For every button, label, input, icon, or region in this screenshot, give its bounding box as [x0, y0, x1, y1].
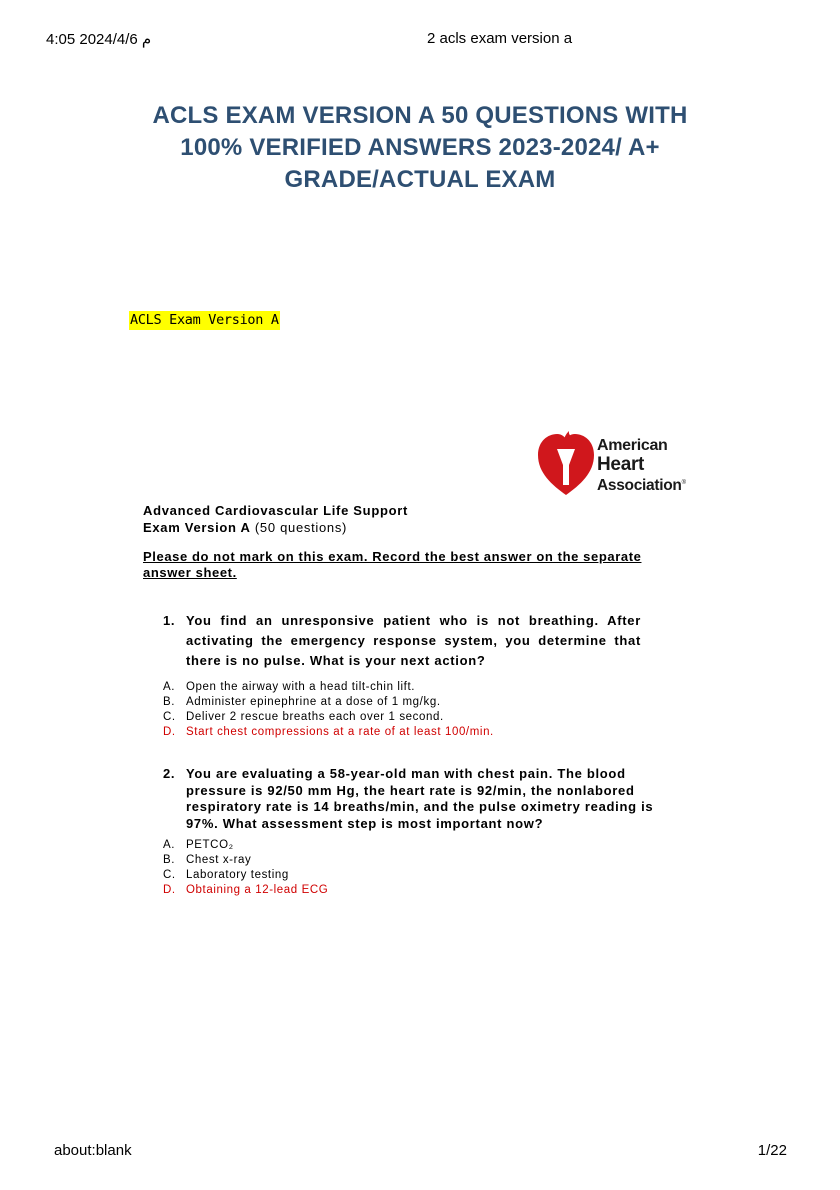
page-number: 1/22 — [757, 1142, 787, 1159]
option-letter: B. — [163, 854, 176, 866]
print-datetime: 4:05 2024/4/6 م — [46, 31, 152, 48]
answer-option — [163, 680, 683, 695]
option-text: PETCO₂ — [186, 839, 234, 851]
aha-logo — [536, 425, 706, 497]
title-line: GRADE/ACTUAL EXAM — [284, 166, 556, 193]
answer-option-correct — [163, 883, 683, 898]
option-text: Chest x-ray — [186, 854, 252, 866]
option-letter: A. — [163, 681, 176, 693]
option-letter: A. — [163, 839, 176, 851]
exam-version: Exam Version A — [143, 520, 251, 535]
option-text: Open the airway with a head tilt-chin lift. — [186, 681, 416, 693]
answer-option — [163, 868, 683, 883]
option-letter: B. — [163, 696, 176, 708]
highlighted-label: ACLS Exam Version A — [130, 312, 279, 328]
answer-option — [163, 853, 683, 868]
option-text: Deliver 2 rescue breaths each over 1 second. — [186, 711, 444, 723]
answer-option-correct — [163, 725, 683, 740]
question-text: You find an unresponsive patient who is not breathing. After activating the emergency response system, you determine that there is no pulse. What is your next action? — [186, 613, 641, 668]
logo-word: American — [597, 437, 668, 454]
print-header — [0, 30, 840, 50]
logo-word — [597, 474, 686, 495]
option-letter: D. — [163, 884, 176, 896]
logo-word: Heart — [597, 454, 645, 475]
question-text: You are evaluating a 58-year-old man with chest pain. The blood pressure is 92/50 mm Hg, the heart rate is 92/min, the nonlabored respiratory rate is 14 breaths/min, and the pulse oximetry reading is 97%. What assessment step is most important now? — [186, 766, 654, 831]
option-letter: C. — [163, 711, 176, 723]
question-number: 1. — [163, 613, 176, 628]
option-text: Administer epinephrine at a dose of 1 mg/kg. — [186, 696, 441, 708]
course-name: Advanced Cardiovascular Life Support — [143, 503, 409, 518]
print-url: about:blank — [54, 1142, 132, 1159]
option-letter: D. — [163, 726, 176, 738]
answer-options-1 — [163, 680, 683, 740]
registered-mark: ® — [681, 480, 686, 486]
question-2 — [163, 766, 683, 832]
answer-option — [163, 838, 683, 853]
exam-instruction: Please do not mark on this exam. Record the best answer on the separate answer sheet. — [143, 549, 642, 580]
heart-torch-icon — [536, 425, 596, 497]
exam-intro — [143, 502, 703, 536]
option-text: Laboratory testing — [186, 869, 289, 881]
title-line: ACLS EXAM VERSION A 50 QUESTIONS WITH — [152, 102, 688, 129]
answer-option — [163, 710, 683, 725]
question-1 — [163, 611, 683, 671]
option-text: Start chest compressions at a rate of at least 100/min. — [186, 726, 494, 738]
title-line: 100% VERIFIED ANSWERS 2023-2024/ A+ — [180, 134, 660, 161]
print-doc-name: 2 acls exam version a — [427, 30, 573, 47]
option-letter: C. — [163, 869, 176, 881]
exam-version-line — [143, 519, 703, 536]
question-count: (50 questions) — [254, 520, 348, 535]
question-number: 2. — [163, 766, 176, 781]
document-title — [110, 100, 730, 196]
option-text: Obtaining a 12-lead ECG — [186, 884, 329, 896]
answer-options-2 — [163, 838, 683, 898]
logo-word-association: Association — [597, 477, 682, 495]
answer-option — [163, 695, 683, 710]
